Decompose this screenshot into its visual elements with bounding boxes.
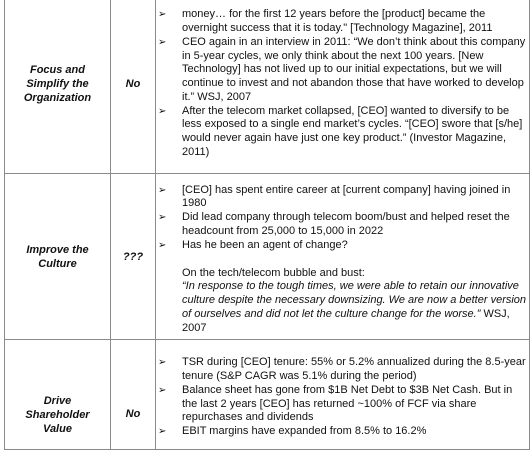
topic-cell xyxy=(5,174,111,340)
status-cell: No xyxy=(111,0,156,174)
list-item: ➢ TSR during [CEO] tenure: 55% or 5.2% annualized during the 8.5-year tenure (S&P CAGR was 5.1% during the period) xyxy=(156,356,529,384)
note-intro: On the tech/telecom bubble and bust: xyxy=(182,266,365,279)
status-cell: ??? xyxy=(111,174,156,340)
topic-label: Improve the Culture xyxy=(26,243,89,270)
list-item: ➢ CEO again in an interview in 2011: “We don’t think about this company in 5-year cycles, we only think about the next 100 years. [New Technology] has not lived up to our initial expectations, but we will continue to invest and not abandon those that have worked to develop it.” WSJ, 2007 xyxy=(156,36,529,105)
list-item: ➢ [CEO] has spent entire career at [current company] having joined in 1980 xyxy=(156,184,529,212)
list-item: ➢ EBIT margins have expanded from 8.5% to 16.2% xyxy=(156,425,529,439)
list-item: ➢ Has he been an agent of change? xyxy=(156,239,529,253)
assessment-table xyxy=(4,0,530,450)
quote-text: “In response to the tough times, we were able to retain our innovative culture despite the necessary downsizing. We are now a better version of ourselves and did not let the culture change for the worse.” xyxy=(182,280,527,320)
table-row xyxy=(5,340,530,450)
notes-cell xyxy=(156,0,530,174)
list-item: ➢ money… for the first 12 years before the [product] became the overnight success that it is today." [Technology Magazine], 2011 xyxy=(156,8,529,36)
quote-source: WSJ, 2007 xyxy=(182,307,510,334)
topic-label: Focus and Simplify the Organization xyxy=(23,64,92,104)
notes-cell xyxy=(156,340,530,450)
status-cell: No xyxy=(111,340,156,450)
spacer xyxy=(156,253,529,267)
bullet-list xyxy=(156,356,529,439)
quote-block xyxy=(156,280,529,335)
topic-label: Drive Shareholder Value xyxy=(25,395,90,435)
list-item: ➢ Did lead company through telecom boom/bust and helped reset the headcount from 25,000 to 15,000 in 2022 xyxy=(156,211,529,239)
notes-cell xyxy=(156,174,530,340)
table-row xyxy=(5,0,530,174)
list-item: ➢ Balance sheet has gone from $1B Net Debt to $3B Net Cash. But in the last 2 years [CEO] has returned ~100% of FCF via share repurchases and dividends xyxy=(156,384,529,425)
table-row xyxy=(5,174,530,340)
topic-cell xyxy=(5,340,111,450)
topic-cell xyxy=(5,0,111,174)
bullet-list xyxy=(156,184,529,253)
list-item: ➢ After the telecom market collapsed, [CEO] wanted to diversify to be less exposed to a single end market’s cycles. “[CEO] swore that [s/he] would never again have just one key product.” (Investor Magazine, 2011) xyxy=(156,105,529,160)
bullet-list xyxy=(156,8,529,160)
